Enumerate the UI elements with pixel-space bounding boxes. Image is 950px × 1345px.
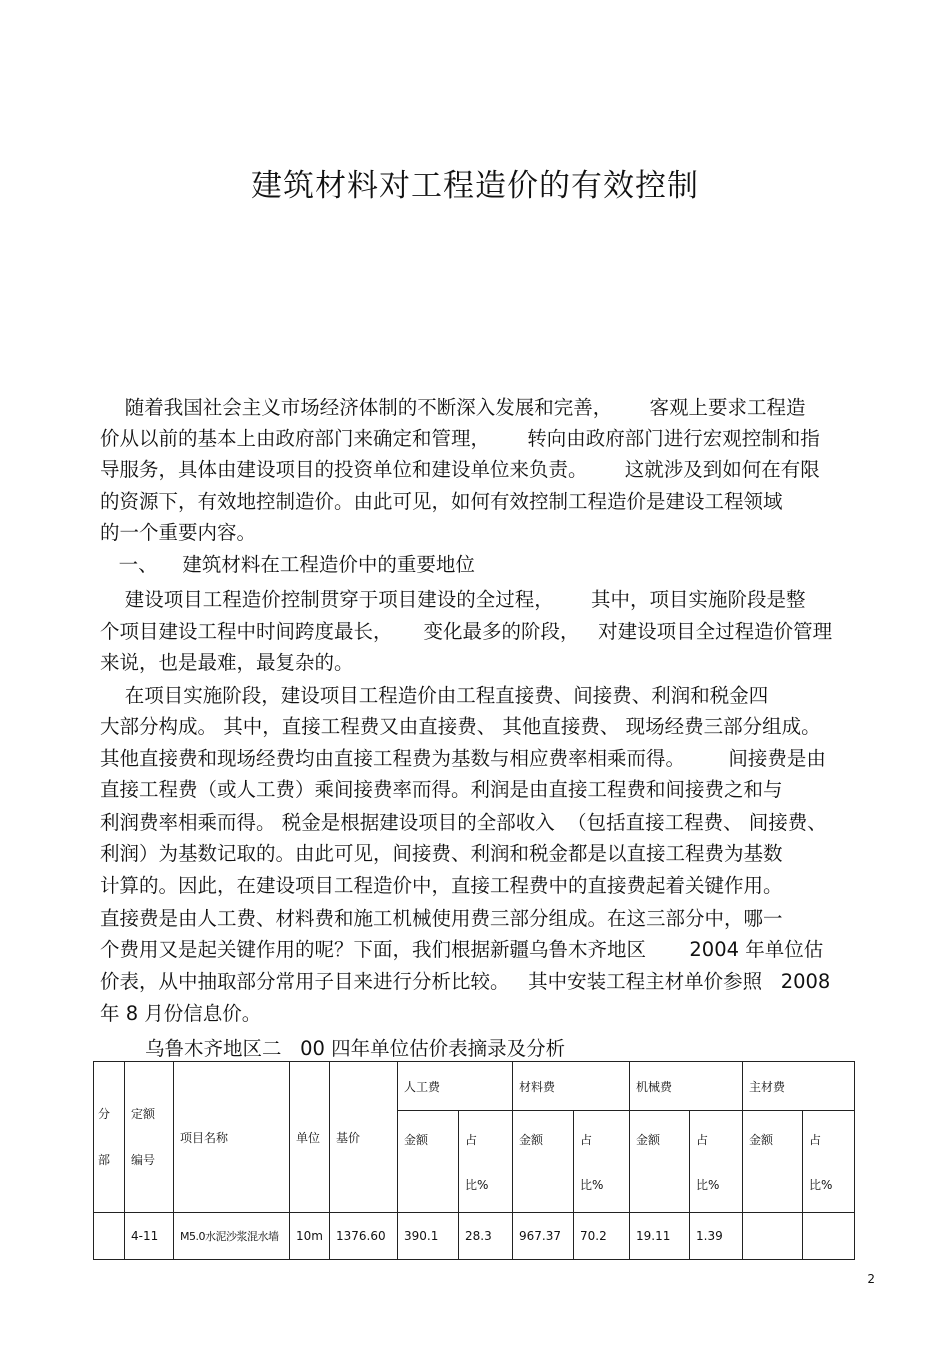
paragraph-line: 个费用又是起关键作用的呢？下面，我们根据新疆乌鲁木齐地区 2004 年单位估 xyxy=(100,938,824,961)
paragraph-line: 直接工程费（或人工费）乘间接费率而得。利润是由直接工程费和间接费之和与 xyxy=(100,778,783,801)
sub-main-amount: 金额 xyxy=(743,1111,803,1213)
paragraph-line: 的一个重要内容。 xyxy=(100,521,257,544)
document-title: 建筑材料对工程造价的有效控制 xyxy=(251,168,699,204)
header-dinge-bottom: 编号 xyxy=(131,1153,156,1167)
cell-code: 4-11 xyxy=(125,1213,174,1260)
sub-pct-top: 占 xyxy=(580,1133,593,1147)
group-main-material: 主材费 xyxy=(743,1062,855,1111)
header-base: 基价 xyxy=(330,1062,398,1213)
header-dinge-top: 定额 xyxy=(131,1107,156,1121)
paragraph-line: 建设项目工程造价控制贯穿于项目建设的全过程， 其中，项目实施阶段是整 xyxy=(100,588,806,611)
paragraph-line: 直接费是由人工费、材料费和施工机械使用费三部分组成。在这三部分中，哪一 xyxy=(100,907,783,930)
group-labor: 人工费 xyxy=(398,1062,513,1111)
header-unit: 单位 xyxy=(290,1062,330,1213)
header-fen-top: 分 xyxy=(98,1107,111,1121)
header-name: 项目名称 xyxy=(174,1062,290,1213)
paragraph-line: 大部分构成。 其中，直接工程费又由直接费、 其他直接费、 现场经费三部分组成。 xyxy=(100,715,821,738)
group-machine: 机械费 xyxy=(630,1062,743,1111)
sub-labor-pct xyxy=(459,1111,513,1213)
cell-labor-pct: 28.3 xyxy=(459,1213,513,1260)
cell-machine-pct: 1.39 xyxy=(690,1213,743,1260)
price-table xyxy=(93,1061,855,1260)
table-row xyxy=(94,1213,855,1260)
header-fen xyxy=(94,1062,125,1213)
paragraph-line: 价从以前的基本上由政府部门来确定和管理， 转向由政府部门进行宏观控制和指 xyxy=(100,427,820,450)
cell-fen xyxy=(94,1213,125,1260)
paragraph-line: 年 8 月份信息价。 xyxy=(100,1002,262,1025)
cell-machine-amount: 19.11 xyxy=(630,1213,690,1260)
sub-machine-pct xyxy=(690,1111,743,1213)
paragraph-line: 来说，也是最难，最复杂的。 xyxy=(100,651,354,674)
cell-base: 1376.60 xyxy=(330,1213,398,1260)
group-material: 材料费 xyxy=(513,1062,630,1111)
cell-material-pct: 70.2 xyxy=(574,1213,630,1260)
paragraph-line: 在项目实施阶段，建设项目工程造价由工程直接费、间接费、利润和税金四 xyxy=(100,684,769,707)
sub-pct-top: 占 xyxy=(465,1133,478,1147)
sub-pct-bottom: 比% xyxy=(580,1178,604,1192)
paragraph-line: 的资源下，有效地控制造价。由此可见，如何有效控制工程造价是建设工程领域 xyxy=(100,490,783,513)
section-heading: 一、 建筑材料在工程造价中的重要地位 xyxy=(100,553,475,576)
sub-pct-bottom: 比% xyxy=(809,1178,833,1192)
cell-labor-amount: 390.1 xyxy=(398,1213,459,1260)
sub-main-pct xyxy=(803,1111,855,1213)
cell-main-pct xyxy=(803,1213,855,1260)
paragraph-line: 利润费率相乘而得。 税金是根据建设项目的全部收入 （包括直接工程费、 间接费、 xyxy=(100,811,827,834)
paragraph-line: 其他直接费和现场经费均由直接工程费为基数与相应费率相乘而得。 间接费是由 xyxy=(100,747,826,770)
cell-name: M5.0水泥沙浆混水墙 xyxy=(174,1213,290,1260)
paragraph-line: 随着我国社会主义市场经济体制的不断深入发展和完善， 客观上要求工程造 xyxy=(100,396,806,419)
paragraph-line: 利润）为基数记取的。由此可见，间接费、利润和税金都是以直接工程费为基数 xyxy=(100,842,783,865)
sub-machine-amount: 金额 xyxy=(630,1111,690,1213)
sub-material-amount: 金额 xyxy=(513,1111,574,1213)
header-dinge xyxy=(125,1062,174,1213)
sub-pct-top: 占 xyxy=(696,1133,709,1147)
cell-material-amount: 967.37 xyxy=(513,1213,574,1260)
header-fen-bottom: 部 xyxy=(98,1153,111,1167)
sub-labor-amount: 金额 xyxy=(398,1111,459,1213)
cell-unit: 10m xyxy=(290,1213,330,1260)
sub-pct-bottom: 比% xyxy=(696,1178,720,1192)
sub-pct-bottom: 比% xyxy=(465,1178,489,1192)
paragraph-line: 价表，从中抽取部分常用子目来进行分析比较。 其中安装工程主材单价参照 2008 xyxy=(100,970,831,993)
cell-main-amount xyxy=(743,1213,803,1260)
paragraph-line: 导服务，具体由建设项目的投资单位和建设单位来负责。 这就涉及到如何在有限 xyxy=(100,458,820,481)
sub-material-pct xyxy=(574,1111,630,1213)
paragraph-line: 个项目建设工程中时间跨度最长， 变化最多的阶段， 对建设项目全过程造价管理 xyxy=(100,620,833,643)
sub-pct-top: 占 xyxy=(809,1133,822,1147)
table-title: 乌鲁木齐地区二 00 四年单位估价表摘录及分析 xyxy=(145,1037,566,1060)
page-number: 2 xyxy=(867,1272,875,1286)
paragraph-line: 计算的。因此，在建设项目工程造价中，直接工程费中的直接费起着关键作用。 xyxy=(100,874,783,897)
